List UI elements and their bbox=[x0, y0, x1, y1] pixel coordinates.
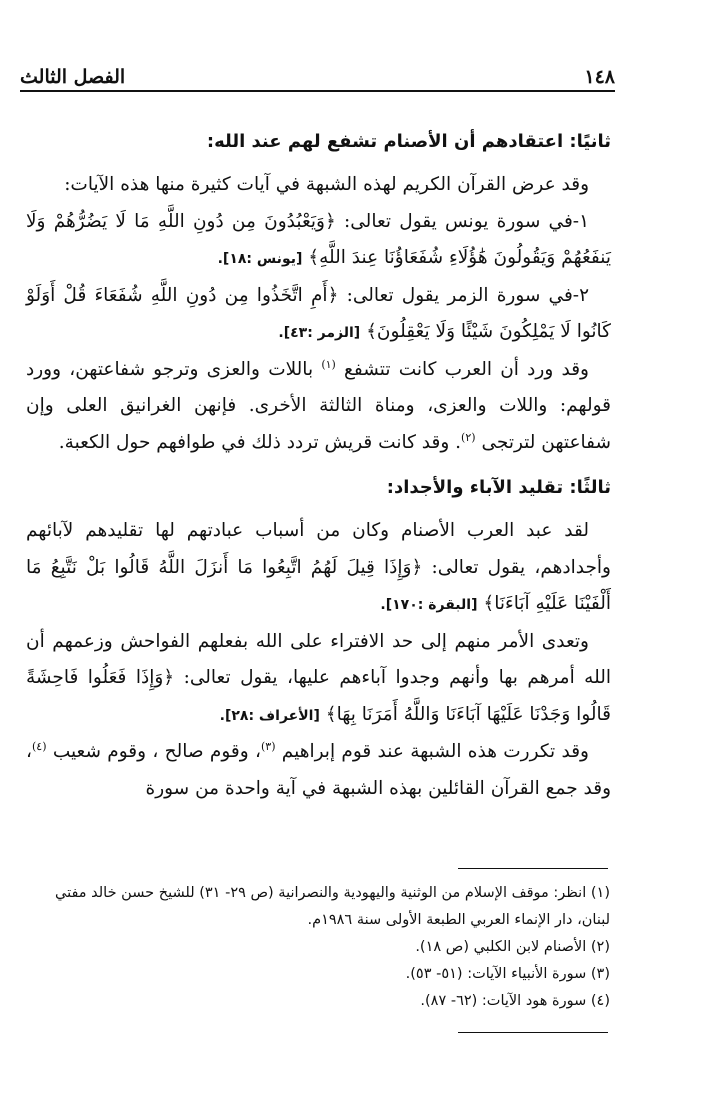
quran-verse-yunus: ﴿وَيَعْبُدُونَ مِن دُونِ اللَّهِ مَا لَا يَضُرُّهُمْ وَلَا يَنفَعُهُمْ وَيَقُولُونَ هَٰؤُلَاءِ شُفَعَاؤُنَا عِندَ اللَّهِ﴾ bbox=[26, 210, 611, 268]
paragraph-text: ، وقوم صالح ، وقوم شعيب bbox=[52, 741, 261, 762]
paragraph-text: لقد عبد العرب الأصنام وكان من أسباب عبادتهم لها تقليدهم لآبائهم وأجدادهم، يقول تعالى: bbox=[26, 520, 611, 578]
page-header bbox=[20, 58, 615, 88]
paragraph-text: ، وقد جمع القرآن القائلين بهذه الشبهة في آية واحدة من سورة bbox=[26, 741, 611, 799]
paragraph-text: باللات والعزى وترجو شفاعتهن، وورد قولهم: واللات والعزى، ومناة الثالثة الأخرى. فإنهن الغرانيق العلى وإن شفاعتهن لترتجى bbox=[26, 358, 611, 453]
paragraph-text: وقد ورد أن العرب كانت تتشفع bbox=[344, 358, 589, 380]
footnote-1: (١) انظر: موقف الإسلام من الوثنية واليهودية والنصرانية (ص ٢٩- ٣١) للشيخ حسن خالد مفتي لبنان، دار الإنماء العربي الطبعة الأولى سنة ١٩٨٦م. bbox=[54, 885, 610, 928]
footnote-marker-1: (١) bbox=[321, 357, 336, 371]
slander-paragraph bbox=[26, 624, 611, 735]
paragraph-text: وتعدى الأمر منهم إلى حد الافتراء على الله بفعلهم الفواحش وزعمهم أن الله أمرهم بها وأنهم وجدوا آباءهم عليها، يقول تعالى: bbox=[26, 630, 611, 688]
footnote-marker-2: (٢) bbox=[461, 430, 476, 444]
footnotes bbox=[30, 880, 610, 1015]
verse-ref-yunus: [يونس :١٨]. bbox=[217, 251, 303, 267]
footnote-divider bbox=[458, 868, 608, 869]
repetition-paragraph bbox=[26, 734, 611, 807]
verse-ref-baqarah: [البقرة :١٧٠]. bbox=[380, 597, 478, 613]
header-divider bbox=[20, 90, 615, 92]
chapter-title: الفصل الثالث bbox=[20, 66, 126, 88]
ancestors-paragraph bbox=[26, 513, 611, 624]
intro-paragraph: وقد عرض القرآن الكريم لهذه الشبهة في آيات كثيرة منها هذه الآيات: bbox=[64, 174, 589, 195]
verse-ref-araf: [الأعراف :٢٨]. bbox=[219, 707, 320, 724]
page-body bbox=[26, 125, 611, 807]
section-heading-3: ثالثًا: تقليد الآباء والأجداد: bbox=[386, 477, 611, 498]
quran-verse-zumar: ﴿أَمِ اتَّخَذُوا مِن دُونِ اللَّهِ شُفَعَاءَ قُلْ أَوَلَوْ كَانُوا لَا يَمْلِكُونَ شَيْئًا وَلَا يَعْقِلُونَ﴾ bbox=[26, 284, 611, 342]
footnote-marker-4: (٤) bbox=[31, 739, 47, 753]
paragraph-text: . وقد كانت قريش تردد ذلك في طوافهم حول الكعبة. bbox=[58, 431, 462, 453]
verse-item-1-prefix: ١-في سورة يونس يقول تعالى: bbox=[344, 210, 589, 232]
intercession-paragraph bbox=[26, 352, 611, 462]
footnote-marker-3: (٣) bbox=[260, 739, 276, 753]
verse-item-1 bbox=[26, 204, 611, 278]
quran-verse-baqarah: ﴿وَإِذَا قِيلَ لَهُمُ اتَّبِعُوا مَا أَنزَلَ اللَّهُ قَالُوا بَلْ نَتَّبِعُ مَا أَلْفَيْنَا عَلَيْهِ آبَاءَنَا﴾ bbox=[26, 556, 611, 614]
paragraph-text: وقد تكررت هذه الشبهة عند قوم إبراهيم bbox=[281, 741, 589, 762]
page-number: ١٤٨ bbox=[584, 66, 615, 88]
bottom-divider bbox=[458, 1032, 608, 1033]
verse-item-2-prefix: ٢-في سورة الزمر يقول تعالى: bbox=[346, 284, 589, 306]
footnote-2: (٢) الأصنام لابن الكلبي (ص ١٨). bbox=[415, 939, 610, 955]
footnote-4: (٤) سورة هود الآيات: (٦٢- ٨٧). bbox=[420, 993, 610, 1009]
quran-verse-araf: ﴿وَإِذَا فَعَلُوا فَاحِشَةً قَالُوا وَجَدْنَا عَلَيْهَا آبَاءَنَا وَاللَّهُ أَمَرَنَا بِهَا﴾ bbox=[26, 667, 611, 725]
section-heading-2: ثانيًا: اعتقادهم أن الأصنام تشفع لهم عند الله: bbox=[206, 131, 611, 152]
verse-item-2 bbox=[26, 278, 611, 352]
footnote-3: (٣) سورة الأنبياء الآيات: (٥١- ٥٣). bbox=[405, 966, 610, 982]
verse-ref-zumar: [الزمر :٤٣]. bbox=[278, 325, 361, 341]
